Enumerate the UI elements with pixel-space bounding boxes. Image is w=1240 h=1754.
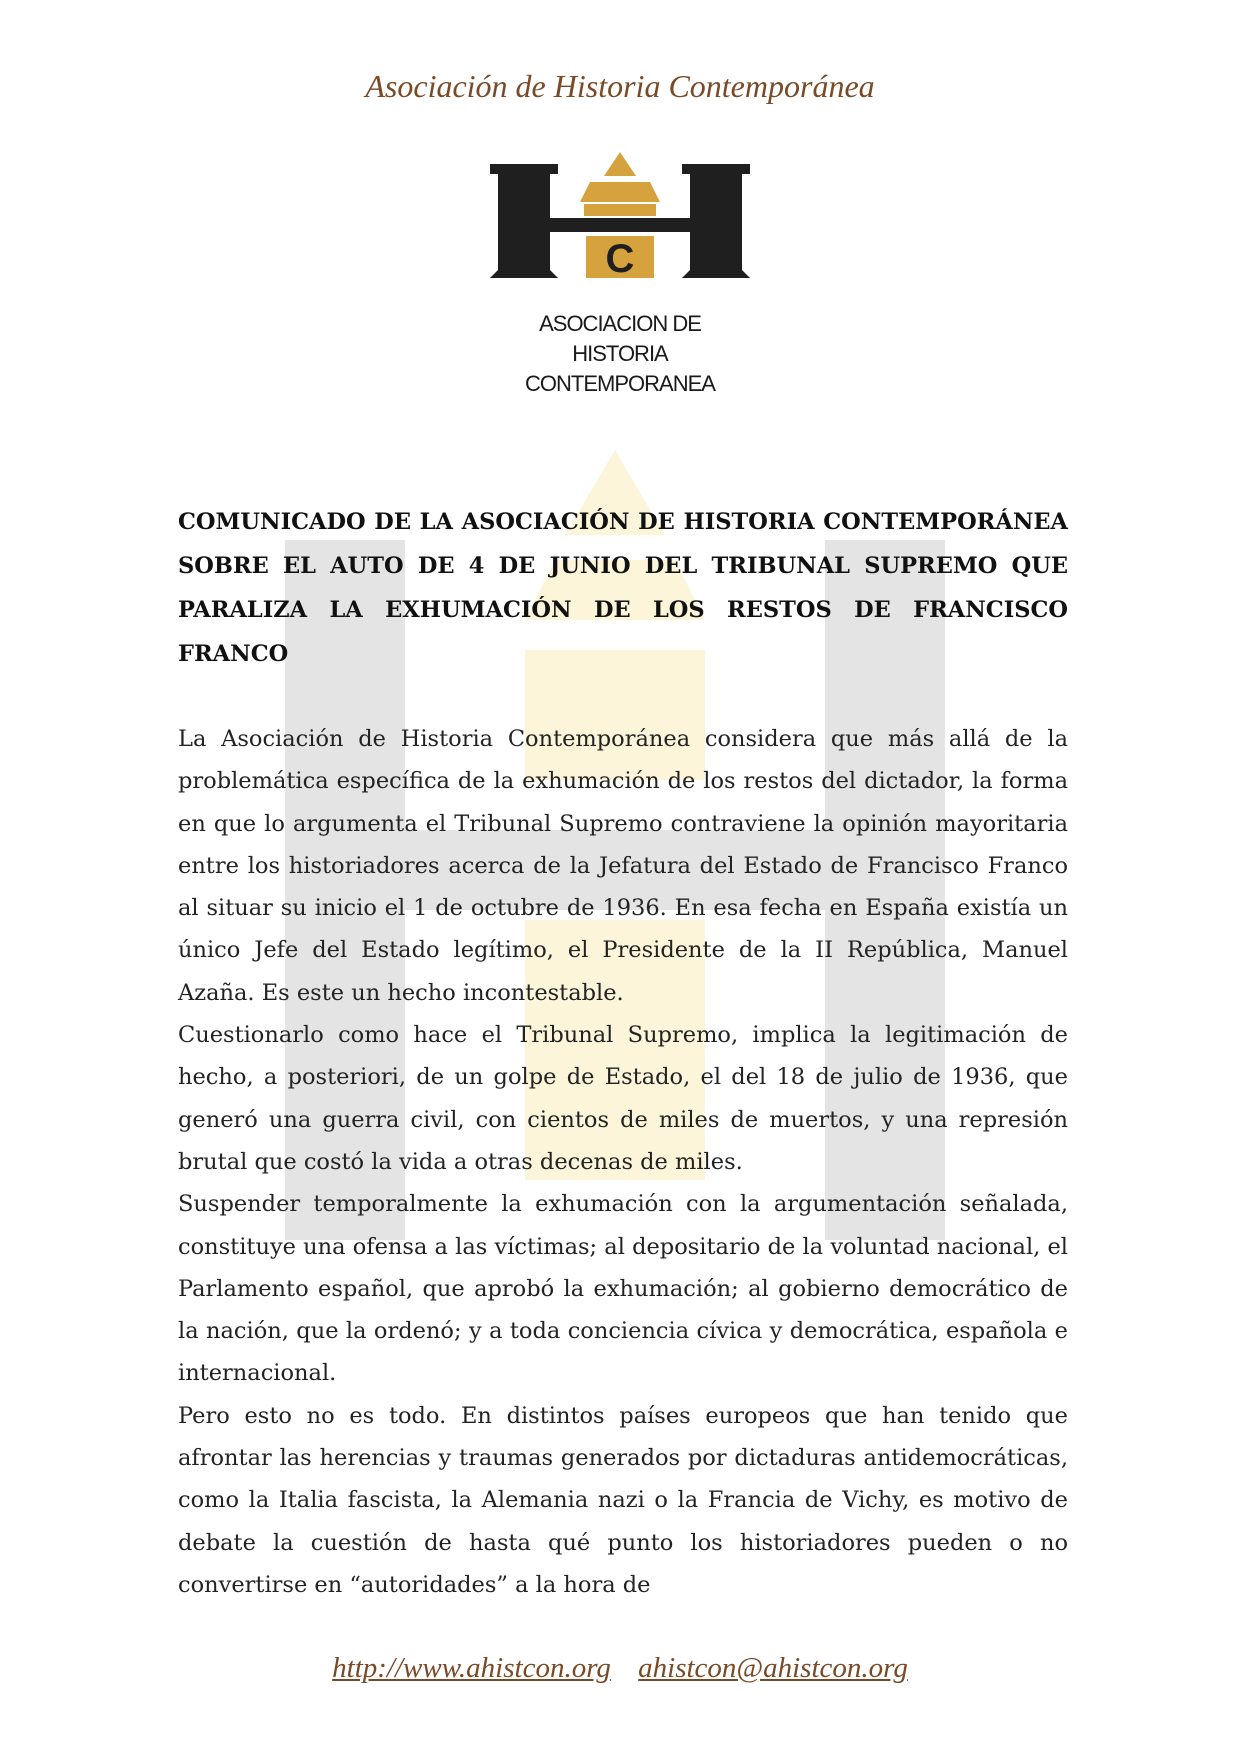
website-link[interactable]: http://www.ahistcon.org [332, 1652, 611, 1684]
paragraph-4: Pero esto no es todo. En distintos países europeos que han tenido que afrontar las herencias y traumas generados por dictaduras antidemocráticas, como la Italia fascista, la Alemania nazi o la Francia de Vichy, es motivo de debate la cuestión de hasta qué punto los historiadores pueden o no convertirse en “autoridades” a la hora de [178, 1402, 1068, 1598]
paragraph-1: La Asociación de Historia Contemporánea considera que más allá de la problemática específica de la exhumación de los restos del dictador, la forma en que lo argumenta el Tribunal Supremo contraviene la opinión mayoritaria entre los historiadores acerca de la Jefatura del Estado de Francisco Franco al situar su inicio el 1 de octubre de 1936. En esa fecha en España existía un único Jefe del Estado legítimo, el Presidente de la II República, Manuel Azaña. Es este un hecho incontestable. [178, 726, 1068, 1006]
document-title: COMUNICADO DE LA ASOCIACIÓN DE HISTORIA CONTEMPORÁNEA SOBRE EL AUTO DE 4 DE JUNIO DEL TRIBUNAL SUPREMO QUE PARALIZA LA EXHUMACIÓN DE LOS RESTOS DE FRANCISCO FRANCO [178, 509, 1068, 667]
paragraph-3: Suspender temporalmente la exhumación con la argumentación señalada, constituye una ofensa a las víctimas; al depositario de la voluntad nacional, el Parlamento español, que aprobó la exhumación; al gobierno democrático de la nación, que la ordenó; y a toda conciencia cívica y democrática, española e internacional. [178, 1191, 1068, 1387]
paragraph-2: Cuestionarlo como hace el Tribunal Supremo, implica la legitimación de hecho, a posteriori, de un golpe de Estado, el del 18 de julio de 1936, que generó una guerra civil, con cientos de miles de muertos, y una represión brutal que costó la vida a otras decenas de miles. [178, 1022, 1068, 1175]
document-body [178, 500, 1068, 1606]
association-logo [480, 150, 760, 420]
page-header: Asociación de Historia Contemporánea [365, 68, 875, 104]
page-footer [0, 1652, 1240, 1685]
hc-logo-mark [480, 150, 760, 290]
logo-text-line-2: HISTORIA [572, 341, 668, 366]
svg-text:C: C [605, 237, 635, 281]
logo-text-line-1: ASOCIACION DE [539, 311, 701, 336]
email-link[interactable]: ahistcon@ahistcon.org [638, 1652, 908, 1684]
logo-text-line-3: CONTEMPORANEA [525, 371, 715, 396]
